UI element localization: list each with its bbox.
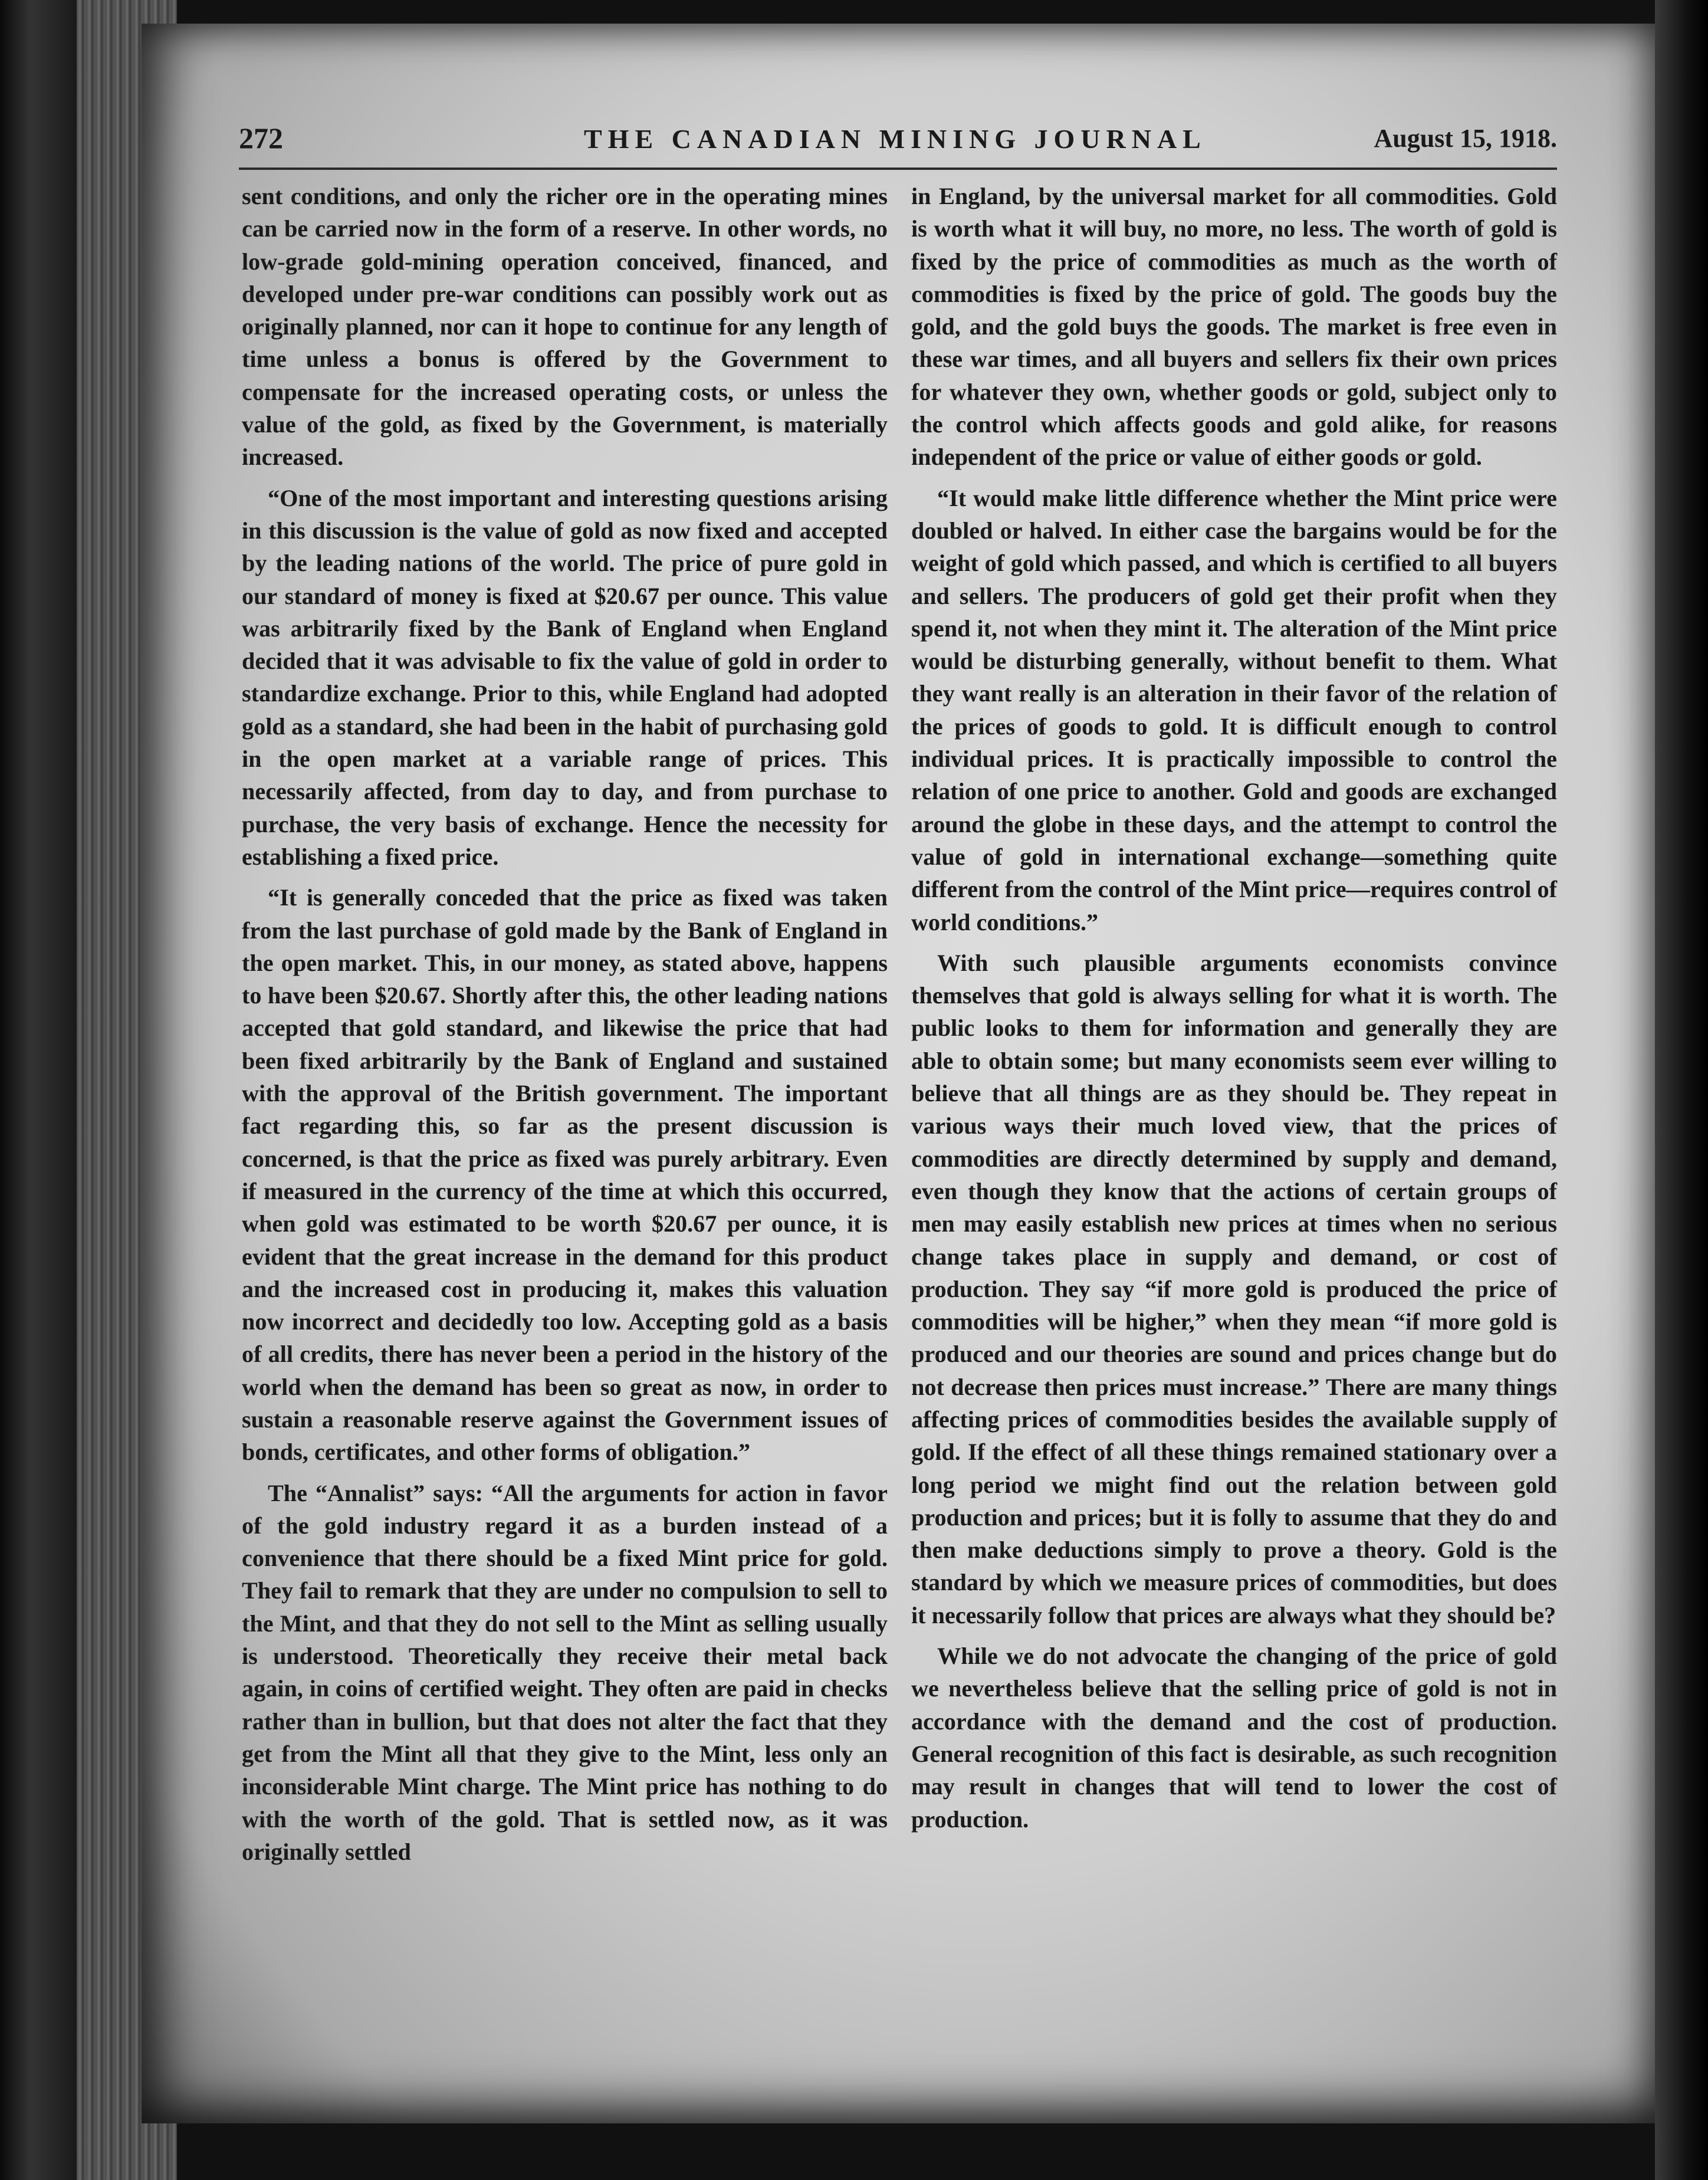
paragraph: sent conditions, and only the richer ore in the operating mines can be carried now in the form of a reserve. In other words, no low-grade gold-mining operation conceived, financed, and developed under pre-war conditions can possibly work out as originally planned, nor can it hope to continue for any length of time unless a bonus is offered by the Government to compensate for the increased operating costs, or unless the value of the gold, as fixed by the Government, is materially increased. <box>242 183 888 471</box>
page-number: 272 <box>239 122 283 155</box>
paragraph: The “Annalist” says: “All the arguments for action in favor of the gold industry regard it as a burden instead of a convenience that there should be a fixed Mint price for gold. They fail to remark that they are under no compulsion to sell to the Mint, and that they do not sell to the Mint as selling usually is understood. Theoretically they receive their metal back again, in coins of certified weight. They often are paid in checks rather than in bullion, but that does not alter the fact that they get from the Mint all that they give to the Mint, less only an inconsiderable Mint charge. The Mint price has nothing to do with the worth of the gold. That is settled now, as it was originally settled <box>242 1479 888 1865</box>
left-column <box>242 180 888 1876</box>
paragraph: “It would make little difference whether the Mint price were doubled or halved. In either case the bargains would be for the weight of gold which passed, and which is certified to all buyers and sellers. The producers of gold get their profit when they spend it, not when they mint it. The alteration of the Mint price would be disturbing generally, without benefit to them. What they want really is an alteration in their favor of the relation of the prices of goods to gold. It is difficult enough to control individual prices. It is practically impossible to control the relation of one price to another. Gold and goods are exchanged around the globe in these days, and the attempt to control the value of gold in international exchange—something quite different from the control of the Mint price—requires control of world conditions.” <box>911 484 1557 935</box>
paragraph: With such plausible arguments economists convince themselves that gold is always selling for what it is worth. The public looks to them for information and generally they are able to obtain some; but many economists seem ever willing to believe that all things are as they should be. They repeat in various ways their much loved view, that the prices of commodities are directly determined by supply and demand, even though they know that the actions of certain groups of men may easily establish new prices at times when no serious change takes place in supply and demand, or cost of production. They say “if more gold is produced the price of commodities will be higher,” when they mean “if more gold is produced and our theories are sound and prices change but do not decrease then prices must increase.” There are many things affecting prices of commodities besides the available supply of gold. If the effect of all these things remained stationary over a long period we might find out the relation between gold production and prices; but it is folly to assume that they do and then make deductions simply to prove a theory. Gold is the standard by which we measure prices of commodities, but does it necessarily follow that prices are always what they should be? <box>911 949 1557 1629</box>
page-header <box>239 121 1557 174</box>
header-rule <box>239 168 1557 170</box>
paragraph: “It is generally conceded that the price as fixed was taken from the last purchase of gold made by the Bank of England in the open market. This, in our money, as stated above, happens to have been $20.67. Shortly after this, the other leading nations accepted that gold standard, and likewise the price that had been fixed arbitrarily by the Bank of England and sustained with the approval of the British government. The important fact regarding this, so far as the present discussion is concerned, is that the price as fixed was purely arbitrary. Even if measured in the currency of the time at which this occurred, when gold was estimated to be worth $20.67 per ounce, it is evident that the great increase in the demand for this product and the increased cost in producing it, makes this valuation now incorrect and decidedly too low. Accepting gold as a basis of all credits, there has never been a period in the history of the world when the demand has been so great as now, in order to sustain a reasonable reserve against the Government issues of bonds, certificates, and other forms of obligation.” <box>242 884 888 1466</box>
book-binding-edge <box>0 0 77 2180</box>
right-shadow-edge <box>1655 0 1708 2180</box>
running-title: THE CANADIAN MINING JOURNAL <box>584 124 1207 154</box>
issue-date: August 15, 1918. <box>1374 124 1557 153</box>
right-column <box>911 180 1557 1844</box>
paragraph: in England, by the universal market for all commodities. Gold is worth what it will buy, no more, no less. The worth of gold is fixed by the price of commodities as much as the worth of commodities is fixed by the price of gold. The goods buy the gold, and the gold buys the goods. The market is free even in these war times, and all buyers and sellers fix their own prices for whatever they own, whether goods or gold, subject only to the control which affects goods and gold alike, for reasons independent of the price or value of either goods or gold. <box>911 183 1557 471</box>
paragraph: While we do not advocate the changing of the price of gold we nevertheless believe that the selling price of gold is not in accordance with the demand and the cost of production. General recognition of this fact is desirable, as such recognition may result in changes that will tend to lower the cost of production. <box>911 1643 1557 1833</box>
paragraph: “One of the most important and interesting questions arising in this discussion is the value of gold as now fixed and accepted by the leading nations of the world. The price of pure gold in our standard of money is fixed at $20.67 per ounce. This value was arbitrarily fixed by the Bank of England when England decided that it was advisable to fix the value of gold in order to standardize exchange. Prior to this, while England had adopted gold as a standard, she had been in the habit of purchasing gold in the open market at a variable range of prices. This necessarily affected, from day to day, and from purchase to purchase, the very basis of exchange. Hence the necessity for establishing a fixed price. <box>242 484 888 870</box>
